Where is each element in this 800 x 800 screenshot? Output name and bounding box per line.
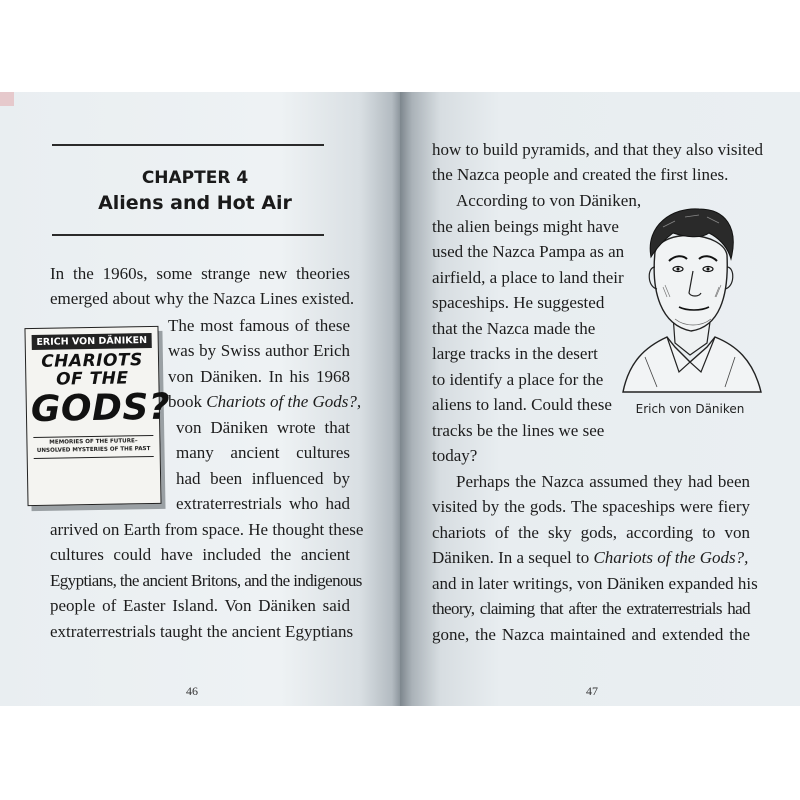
page-edge-mark (0, 92, 14, 106)
body-line: theory, claiming that after the extraterrestrials had (432, 599, 750, 618)
book-cover-title-line2: GODS? (30, 386, 171, 431)
body-line: extraterrestrials taught the ancient Egyptians (50, 622, 354, 641)
body-line: chariots of the sky gods, according to von (432, 523, 750, 542)
left-page (0, 92, 400, 706)
body-line: and in later writings, von Däniken expanded his (432, 574, 758, 593)
body-line: visited by the gods. The spaceships were fiery (432, 497, 750, 516)
book-spread (0, 92, 800, 706)
body-line: that the Nazca made the (432, 319, 596, 338)
body-line: gone, the Nazca maintained and extended the (432, 625, 750, 644)
body-line: airfield, a place to land their (432, 268, 624, 287)
body-line: many ancient cultures (176, 443, 350, 462)
body-line: used the Nazca Pampa as an (432, 242, 625, 261)
page-number: 47 (586, 684, 598, 698)
chapter-number: CHAPTER 4 (141, 168, 249, 188)
body-line: had been influenced by (176, 469, 350, 488)
body-line: people of Easter Island. Von Däniken said (50, 596, 350, 615)
right-page (400, 92, 800, 706)
body-line: large tracks in the desert (432, 344, 598, 363)
book-cover-illustration (24, 326, 171, 506)
portrait-caption: Erich von Däniken (635, 402, 745, 416)
book-title-italic: Chariots of the Gods?, (206, 392, 362, 411)
body-line: tracks be the lines we see (432, 421, 605, 440)
body-line: how to build pyramids, and that they also visited (432, 140, 763, 159)
body-line: extraterrestrials who had (176, 494, 350, 513)
chapter-rule-bottom (52, 234, 324, 236)
page-number: 46 (186, 684, 198, 698)
body-line: the Nazca people and created the first lines. (432, 165, 729, 184)
chapter-title: Aliens and Hot Air (98, 192, 292, 214)
body-line: book Chariots of the Gods?, (168, 392, 362, 411)
body-line: According to von Däniken, (456, 191, 642, 210)
body-line: von Däniken wrote that (176, 418, 350, 437)
body-line: the alien beings might have (432, 217, 619, 236)
body-line: arrived on Earth from space. He thought these (50, 520, 364, 539)
body-line: von Däniken. In his 1968 (168, 367, 350, 386)
body-line: spaceships. He suggested (432, 293, 605, 312)
book-cover-author: ERICH VON DÄNIKEN (32, 333, 152, 350)
body-line: cultures could have included the ancient (50, 545, 350, 564)
portrait-illustration (615, 197, 765, 397)
book-cover-title-line1: CHARIOTS OF THE (41, 350, 143, 390)
body-line: The most famous of these (168, 316, 350, 335)
body-line: was by Swiss author Erich (168, 341, 350, 360)
body-line: emerged about why the Nazca Lines existed. (50, 289, 355, 308)
body-line: In the 1960s, some strange new theories (50, 264, 350, 283)
chapter-rule-top (52, 144, 324, 146)
body-line: Perhaps the Nazca assumed they had been (456, 472, 750, 491)
book-cover-subtitle: MEMORIES OF THE FUTURE–UNSOLVED MYSTERIES OF THE PAST (36, 438, 151, 454)
body-line: today? (432, 446, 478, 465)
book-title-italic: Chariots of the Gods?, (593, 548, 749, 567)
body-line: to identify a place for the (432, 370, 604, 389)
body-line: Däniken. In a sequel to Chariots of the Gods?, (432, 548, 749, 567)
body-line: Egyptians, the ancient Britons, and the indigenous (50, 571, 362, 590)
body-line: aliens to land. Could these (432, 395, 612, 414)
